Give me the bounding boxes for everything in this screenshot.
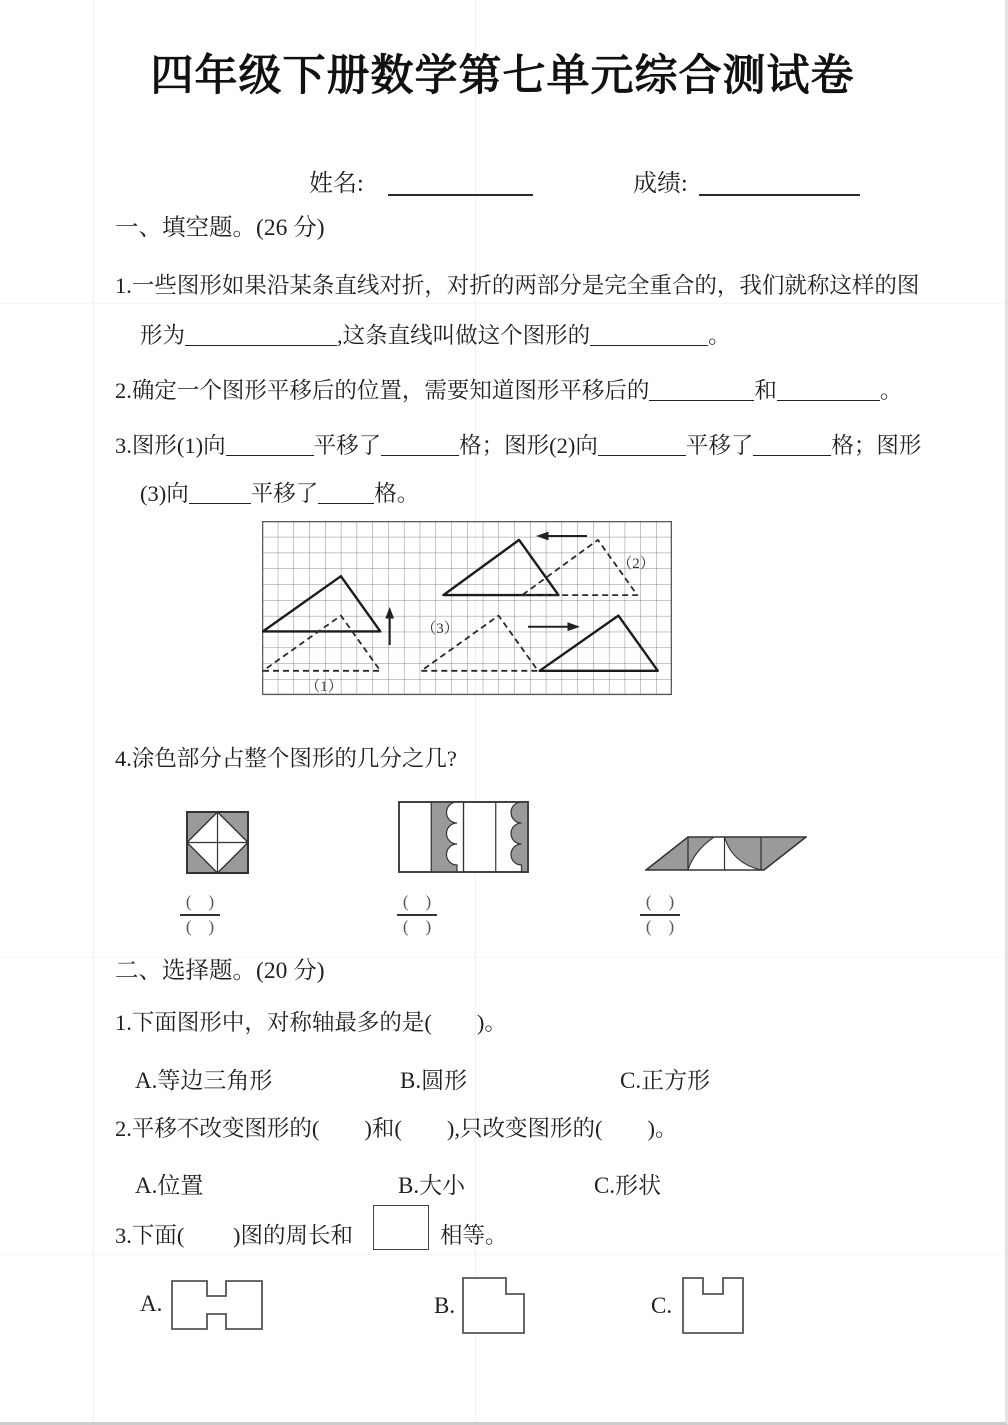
name-label: 姓名: xyxy=(309,171,364,197)
choice-q1-option-a: A.等边三角形 xyxy=(135,1068,273,1093)
gray-scallop-piece xyxy=(511,802,528,872)
q2-text-b: 和 xyxy=(754,378,777,403)
q3-text-h: 格。 xyxy=(374,481,420,506)
fraction-bar xyxy=(180,914,220,916)
q1-blank-2 xyxy=(590,325,708,346)
q3-blank-4 xyxy=(753,435,831,456)
q3-text-d: 平移了 xyxy=(685,433,754,458)
section2-heading: 二、选择题。(20 分) xyxy=(115,958,325,984)
shape-c-notch-figure xyxy=(682,1277,744,1334)
fillin-q1-line1: 1.一些图形如果沿某条直线对折，对折的两部分是完全重合的，我们就称这样的图 xyxy=(115,273,920,298)
fraction-blank-2 xyxy=(397,893,437,936)
section1-heading: 一、填空题。(26 分) xyxy=(115,215,325,241)
notch-shape xyxy=(683,1278,743,1333)
shape-c-label: C. xyxy=(651,1293,673,1318)
grid-cells xyxy=(262,521,672,695)
choice-q3-text-b: )图的周长和 xyxy=(233,1223,353,1248)
fraction-blank-3 xyxy=(640,893,680,936)
q3-blank-5 xyxy=(189,483,251,504)
fraction-numerator: ( ) xyxy=(185,892,215,911)
choice-q1-option-b: B.圆形 xyxy=(400,1068,468,1093)
q3-blank-2 xyxy=(381,435,459,456)
q1-text-b: ,这条直线叫做这个图形的 xyxy=(337,323,591,348)
fraction-numerator: ( ) xyxy=(402,892,432,911)
scan-artifact xyxy=(0,1254,1005,1255)
reference-square xyxy=(373,1205,429,1250)
page-title: 四年级下册数学第七单元综合测试卷 xyxy=(150,52,855,100)
figure3-label: （3） xyxy=(421,621,459,637)
choice-q1-text: 1.下面图形中，对称轴最多的是( )。 xyxy=(115,1010,507,1035)
figure2-label: （2） xyxy=(617,556,655,572)
step-shape xyxy=(463,1278,524,1333)
name-blank xyxy=(388,172,533,196)
q3-text-b: 平移了 xyxy=(313,433,382,458)
q4-parallelogram-figure xyxy=(645,836,807,872)
q3-blank-1 xyxy=(226,435,314,456)
scan-artifact xyxy=(0,303,1005,304)
scan-artifact xyxy=(93,0,94,1422)
choice-q3-text-a: 3.下面( xyxy=(115,1223,185,1248)
q1-text-a: 形为 xyxy=(140,323,186,348)
q1-text-c: 。 xyxy=(708,323,731,348)
white-scallop-cutout xyxy=(447,802,464,872)
q3-text-c: 格；图形(2)向 xyxy=(459,433,598,458)
fillin-q3-line1 xyxy=(115,432,921,460)
q3-text-e: 格；图形 xyxy=(831,433,922,458)
choice-q2-option-c: C.形状 xyxy=(594,1173,662,1198)
q2-blank-2 xyxy=(777,380,880,401)
fraction-numerator: ( ) xyxy=(645,892,675,911)
fillin-q4-text: 4.涂色部分占整个图形的几分之几? xyxy=(115,746,457,771)
q4-scallop-rectangle-figure xyxy=(398,801,529,873)
fillin-q3-line2 xyxy=(140,480,419,508)
scan-artifact xyxy=(475,0,476,1422)
choice-q1-option-c: C.正方形 xyxy=(620,1068,711,1093)
choice-q2-option-a: A.位置 xyxy=(135,1173,204,1198)
fraction-denominator: ( ) xyxy=(645,916,675,936)
fillin-q1-line2 xyxy=(140,322,731,350)
q3-blank-3 xyxy=(598,435,686,456)
q2-blank-1 xyxy=(649,380,754,401)
q1-blank-1 xyxy=(185,325,337,346)
shape-b-label: B. xyxy=(434,1293,456,1318)
q3-blank-6 xyxy=(318,483,374,504)
fillin-q2-line xyxy=(115,377,902,405)
choice-q2-option-b: B.大小 xyxy=(398,1173,466,1198)
q4-square-diamond-figure xyxy=(186,811,249,874)
fraction-bar xyxy=(640,914,680,916)
choice-q2-text: 2.平移不改变图形的( )和( ),只改变图形的( )。 xyxy=(115,1116,678,1141)
shape-a-label: A. xyxy=(140,1291,163,1316)
figure1-label: （1） xyxy=(305,679,343,695)
fraction-denominator: ( ) xyxy=(402,916,432,936)
q3-text-f: (3)向 xyxy=(140,481,189,506)
shape-b-step-figure xyxy=(462,1277,525,1334)
shape-a-h-figure xyxy=(171,1280,263,1330)
fraction-blank-1 xyxy=(180,893,220,936)
choice-q3-text-c: 相等。 xyxy=(440,1223,508,1248)
fraction-denominator: ( ) xyxy=(185,916,215,936)
q3-text-a: 3.图形(1)向 xyxy=(115,433,226,458)
q2-text-c: 。 xyxy=(879,378,903,403)
score-blank xyxy=(699,172,860,196)
fraction-bar xyxy=(397,914,437,916)
q2-text-a: 2.确定一个图形平移后的位置，需要知道图形平移后的 xyxy=(115,378,650,403)
q3-text-g: 平移了 xyxy=(250,481,319,506)
h-shape xyxy=(172,1281,262,1329)
score-label: 成绩: xyxy=(633,171,688,197)
translation-grid-figure xyxy=(262,521,672,697)
